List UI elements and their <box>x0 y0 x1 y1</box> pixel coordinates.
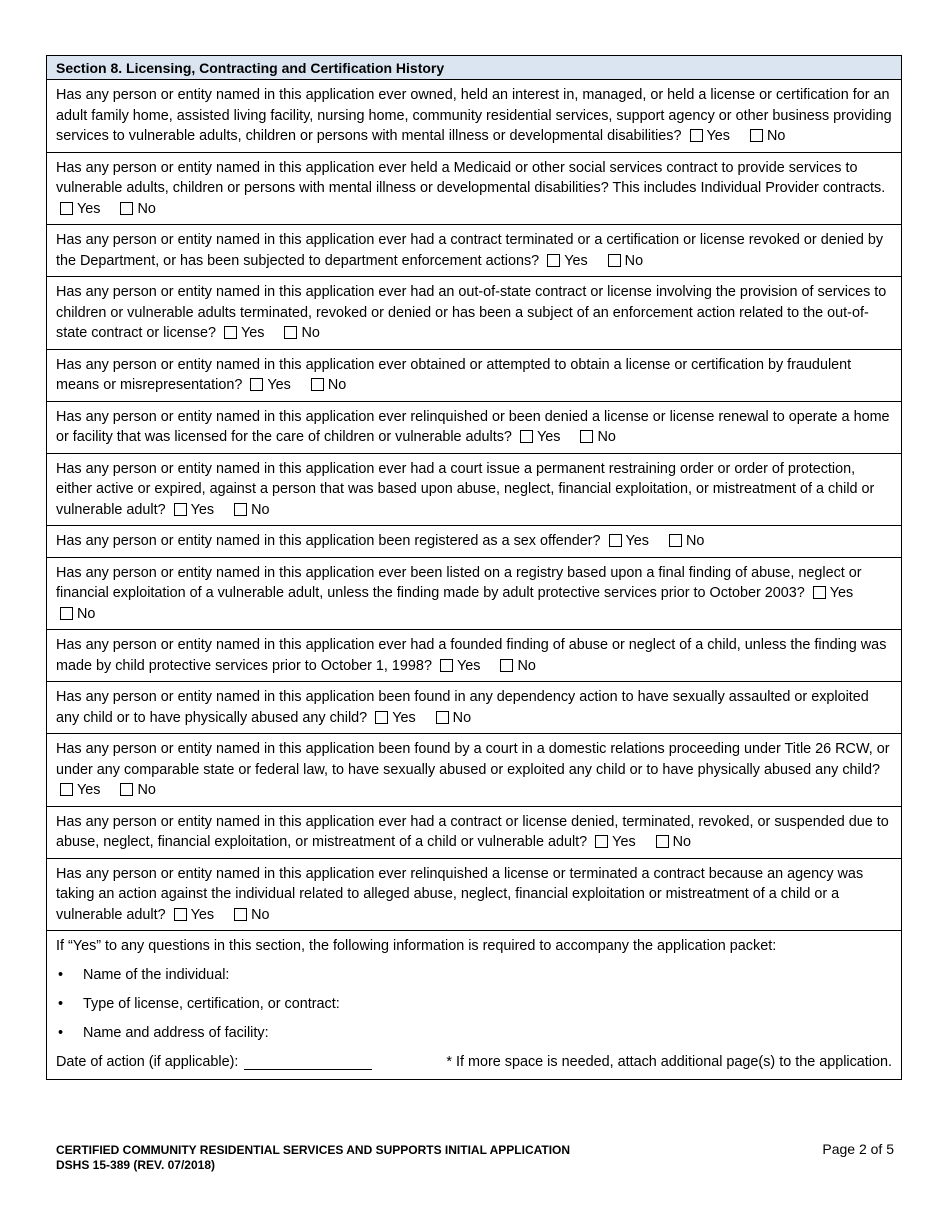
yes-checkbox[interactable] <box>60 783 73 796</box>
bullet-icon: • <box>58 1025 64 1041</box>
no-checkbox[interactable] <box>580 430 593 443</box>
bullet-icon: • <box>58 967 64 983</box>
yes-label: Yes <box>190 906 215 923</box>
question-row <box>47 153 901 226</box>
no-label: No <box>672 834 692 850</box>
yes-checkbox[interactable] <box>520 430 533 443</box>
no-checkbox[interactable] <box>120 202 133 215</box>
question-text: Has any person or entity named in this application ever obtained or attempted to obtain a license or certification by fraudulent means or misrepresentation? <box>56 356 852 393</box>
date-of-action-row <box>56 1052 892 1072</box>
no-label: No <box>137 782 156 798</box>
no-label: No <box>137 200 156 217</box>
yes-label: Yes <box>267 377 291 393</box>
section-title: Section 8. Licensing, Contracting and Certification History <box>47 56 901 80</box>
no-label: No <box>327 377 347 393</box>
no-checkbox[interactable] <box>669 534 682 547</box>
question-text: Has any person or entity named in this application been found in any dependency action to have sexually assaulted or exploited any child or to have physically abused any child? <box>56 689 869 726</box>
yes-checkbox[interactable] <box>375 711 388 724</box>
yes-option[interactable] <box>371 708 415 729</box>
no-option[interactable] <box>307 375 346 396</box>
question-text: Has any person or entity named in this application been found by a court in a domestic relations proceeding under Title 26 RCW, or under any comparable state or federal law, to have sexually abused or exploited any child or to have physically abused any child? <box>56 741 890 778</box>
info-requirements <box>47 931 901 1079</box>
yes-label: Yes <box>77 782 101 798</box>
no-label: No <box>301 325 320 341</box>
no-option[interactable] <box>746 126 785 147</box>
question-row <box>47 80 901 153</box>
no-checkbox[interactable] <box>311 378 324 391</box>
yes-label: Yes <box>706 128 730 144</box>
yes-label: Yes <box>564 252 588 269</box>
yes-checkbox[interactable] <box>609 534 622 547</box>
no-option[interactable] <box>116 199 155 220</box>
yes-option[interactable] <box>246 375 290 396</box>
yes-option[interactable] <box>436 656 480 677</box>
yes-checkbox[interactable] <box>174 503 187 516</box>
yes-checkbox[interactable] <box>440 659 453 672</box>
yes-option[interactable] <box>516 427 560 448</box>
no-checkbox[interactable] <box>436 711 449 724</box>
question-row <box>47 225 901 277</box>
question-row <box>47 526 901 558</box>
question-text: Has any person or entity named in this application ever been listed on a registry based upon a final finding of abuse, neglect or financial exploitation of a vulnerable adult, unless the finding made by adult protective services prior to October 2003? <box>56 564 862 601</box>
no-label: No <box>597 429 616 445</box>
no-checkbox[interactable] <box>284 326 297 339</box>
yes-label: Yes <box>829 585 854 601</box>
question-text: Has any person or entity named in this application ever had a court issue a permanent restraining order or order of protection, either active or expired, against a person that was based upon abuse, neglect, financial exploitation, or mistreatment of a child or vulnerable adult? <box>56 460 875 518</box>
no-label: No <box>452 709 472 726</box>
question-text: Has any person or entity named in this application ever had a contract or license denied, terminated, revoked, or suspended due to abuse, neglect, financial exploitation, or mistreatment of a child or vulnerable adult? <box>56 813 889 850</box>
info-bullet-list <box>56 965 892 1043</box>
question-row <box>47 682 901 734</box>
no-label: No <box>686 533 705 549</box>
yes-option[interactable] <box>56 780 100 801</box>
bullet-label: Name and address of facility: <box>83 1025 269 1041</box>
yes-label: Yes <box>456 657 481 674</box>
yes-label: Yes <box>625 533 649 549</box>
question-row <box>47 277 901 350</box>
no-label: No <box>624 252 644 269</box>
question-text: Has any person or entity named in this application ever relinquished or been denied a license or license renewal to operate a home or facility that was licensed for the care of children or vulnerable adults? <box>56 408 890 445</box>
yes-option[interactable] <box>220 323 264 344</box>
info-bullet-item <box>56 994 892 1014</box>
bullet-label: Type of license, certification, or contract: <box>83 996 340 1012</box>
no-option[interactable] <box>432 708 471 729</box>
question-list <box>47 80 901 931</box>
question-text: Has any person or entity named in this application ever relinquished a license or terminated a contract because an agency was taking an action against the individual related to alleged abuse, neglect, financial exploitation or mistreatment of a child or a vulnerable adult? <box>56 865 864 923</box>
no-option[interactable] <box>230 500 269 521</box>
no-label: No <box>251 501 270 518</box>
yes-label: Yes <box>240 325 265 341</box>
yes-option[interactable] <box>591 832 635 853</box>
yes-option[interactable] <box>686 126 730 147</box>
yes-checkbox[interactable] <box>250 378 263 391</box>
question-row <box>47 734 901 807</box>
no-label: No <box>517 657 536 674</box>
yes-checkbox[interactable] <box>224 326 237 339</box>
no-checkbox[interactable] <box>608 254 621 267</box>
page-number: Page 2 of 5 <box>822 1141 894 1157</box>
no-option[interactable] <box>496 656 535 677</box>
info-intro: If “Yes” to any questions in this section, the following information is required to accompany the application packet: <box>56 938 777 954</box>
yes-checkbox[interactable] <box>174 908 187 921</box>
yes-label: Yes <box>77 200 101 217</box>
section-8-form <box>46 55 902 1080</box>
no-label: No <box>77 605 96 622</box>
yes-checkbox[interactable] <box>813 586 826 599</box>
question-row <box>47 859 901 932</box>
no-checkbox[interactable] <box>234 503 247 516</box>
bullet-icon: • <box>58 996 64 1012</box>
yes-checkbox[interactable] <box>595 835 608 848</box>
footer-form-number: DSHS 15-389 (REV. 07/2018) <box>56 1158 215 1172</box>
no-checkbox[interactable] <box>656 835 669 848</box>
date-of-action-label: Date of action (if applicable): <box>56 1054 239 1070</box>
no-option[interactable] <box>56 604 95 625</box>
no-checkbox[interactable] <box>750 129 763 142</box>
no-label: No <box>767 128 786 144</box>
footer-title: CERTIFIED COMMUNITY RESIDENTIAL SERVICES AND SUPPORTS INITIAL APPLICATION <box>56 1143 571 1157</box>
yes-option[interactable] <box>809 583 853 604</box>
additional-space-note: * If more space is needed, attach additional page(s) to the application. <box>446 1054 892 1070</box>
question-row <box>47 807 901 859</box>
yes-option[interactable] <box>170 500 214 521</box>
yes-checkbox[interactable] <box>60 202 73 215</box>
info-bullet-item <box>56 1023 892 1043</box>
no-option[interactable] <box>576 427 615 448</box>
date-of-action-field[interactable] <box>244 1055 372 1070</box>
no-checkbox[interactable] <box>60 607 73 620</box>
no-checkbox[interactable] <box>234 908 247 921</box>
yes-label: Yes <box>392 709 416 726</box>
yes-option[interactable] <box>605 531 649 552</box>
yes-checkbox[interactable] <box>547 254 560 267</box>
question-text: Has any person or entity named in this application been registered as a sex offender? <box>56 533 601 549</box>
date-of-action <box>56 1052 372 1072</box>
question-row <box>47 402 901 454</box>
yes-option[interactable] <box>56 199 100 220</box>
question-text: Has any person or entity named in this application ever held a Medicaid or other social services contract to provide services to vulnerable adults, children or persons with mental illness or developmental disabilities? This includes Individual Provider contracts. <box>56 159 886 196</box>
question-row <box>47 350 901 402</box>
info-bullet-item <box>56 965 892 985</box>
no-option[interactable] <box>652 832 691 853</box>
question-text: Has any person or entity named in this application ever owned, held an interest in, managed, or held a license or certification for an adult family home, assisted living facility, nursing home, community residential services, support agency or other business providing services to vulnerable adults, children or persons with mental illness or developmental disabilities? <box>56 87 892 144</box>
no-label: No <box>251 906 270 923</box>
no-option[interactable] <box>230 905 269 926</box>
question-row <box>47 630 901 682</box>
question-text: Has any person or entity named in this application ever had a contract terminated or a certification or license revoked or denied by the Department, or has been subjected to department enforcement actions? <box>56 232 884 269</box>
question-text: Has any person or entity named in this application ever had a founded finding of abuse or neglect of a child, unless the finding was made by child protective services prior to October 1, 1998? <box>56 637 887 674</box>
question-row <box>47 454 901 527</box>
yes-option[interactable] <box>543 251 587 272</box>
no-option[interactable] <box>116 780 155 801</box>
yes-checkbox[interactable] <box>690 129 703 142</box>
no-option[interactable] <box>280 323 319 344</box>
no-option[interactable] <box>604 251 643 272</box>
yes-label: Yes <box>612 834 636 850</box>
question-row <box>47 558 901 631</box>
bullet-label: Name of the individual: <box>83 967 230 983</box>
yes-option[interactable] <box>170 905 214 926</box>
yes-label: Yes <box>536 429 561 445</box>
yes-label: Yes <box>190 501 215 518</box>
no-option[interactable] <box>665 531 704 552</box>
no-checkbox[interactable] <box>120 783 133 796</box>
question-text: Has any person or entity named in this application ever had an out-of-state contract or license involving the provision of services to children or vulnerable adults terminated, revoked or denied or has been a subject of an enforcement action related to the out-of-state contract or license? <box>56 284 887 341</box>
footer-form-info <box>56 1143 570 1173</box>
no-checkbox[interactable] <box>500 659 513 672</box>
